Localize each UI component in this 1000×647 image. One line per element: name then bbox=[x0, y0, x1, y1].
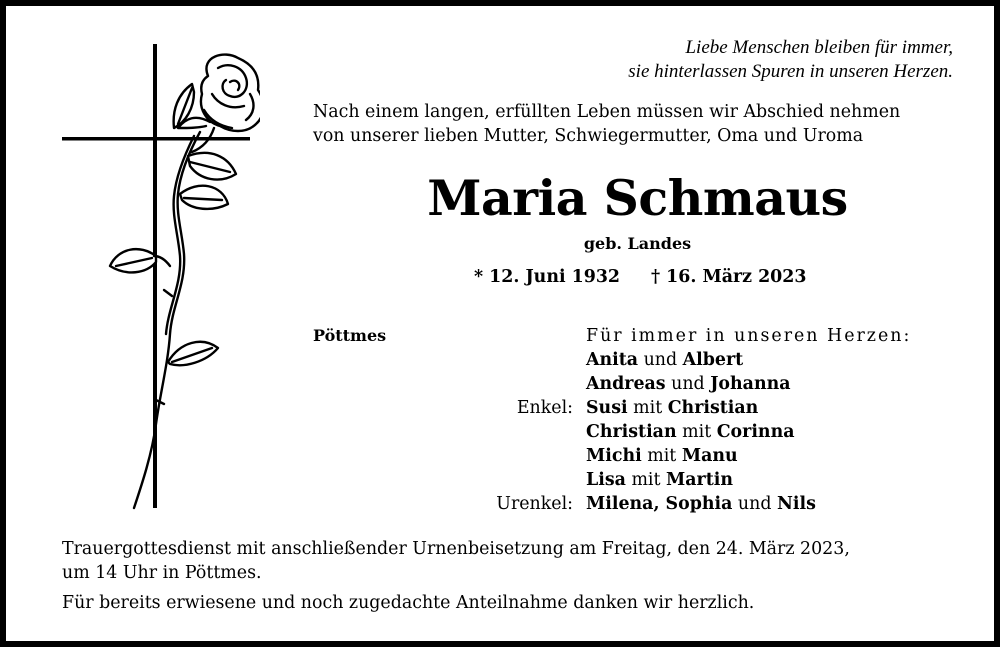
intro-line-1: Nach einem langen, erfüllten Leben müssen wir Abschied nehmen bbox=[313, 102, 901, 122]
cross-icon bbox=[62, 44, 250, 508]
family-member: Michi bbox=[586, 446, 642, 466]
family-conjunction: und bbox=[737, 494, 772, 514]
place-name: Pöttmes bbox=[313, 326, 387, 345]
family-member: Milena, Sophia bbox=[586, 494, 733, 514]
family-row bbox=[586, 372, 791, 396]
family-member: Christian bbox=[667, 398, 759, 418]
family-conjunction: mit bbox=[633, 398, 663, 418]
quote-line-1: Liebe Menschen bleiben für immer, bbox=[685, 37, 953, 58]
family-member: Nils bbox=[777, 494, 816, 514]
family-member: Corinna bbox=[716, 422, 795, 442]
service-line-2: um 14 Uhr in Pöttmes. bbox=[62, 563, 262, 583]
family-member: Andreas bbox=[586, 374, 666, 394]
family-row bbox=[586, 444, 738, 468]
family-member: Albert bbox=[682, 350, 744, 370]
family-member: Christian bbox=[586, 422, 677, 442]
family-row bbox=[586, 420, 794, 444]
family-row bbox=[586, 348, 743, 372]
family-conjunction: mit bbox=[682, 422, 712, 442]
family-member: Susi bbox=[586, 398, 628, 418]
deceased-name: Maria Schmaus bbox=[427, 169, 848, 227]
death-date: † 16. März 2023 bbox=[651, 267, 807, 287]
intro-line-2: von unserer lieben Mutter, Schwiegermutter, Oma und Uroma bbox=[313, 126, 864, 146]
thanks-text: Für bereits erwiesene und noch zugedachte Anteilnahme danken wir herzlich. bbox=[62, 593, 755, 613]
family-row bbox=[586, 492, 816, 516]
birth-date: * 12. Juni 1932 bbox=[474, 267, 621, 287]
maiden-name: geb. Landes bbox=[583, 234, 692, 253]
service-line-1: Trauergottesdienst mit anschließender Urnenbeisetzung am Freitag, den 24. März 2023, bbox=[62, 539, 850, 559]
grandchildren-label: Enkel: bbox=[516, 398, 573, 418]
family-member: Manu bbox=[681, 446, 738, 466]
quote-line-2: sie hinterlassen Spuren in unseren Herzen. bbox=[628, 61, 953, 82]
rose-icon bbox=[110, 55, 260, 508]
family-row bbox=[586, 396, 758, 420]
family-conjunction: mit bbox=[647, 446, 677, 466]
family-conjunction: und bbox=[671, 374, 705, 394]
memorial-quote bbox=[628, 36, 953, 84]
great-grandchildren-label: Urenkel: bbox=[496, 494, 573, 514]
service-info bbox=[62, 537, 850, 585]
family-conjunction: und bbox=[643, 350, 678, 370]
family-member: Martin bbox=[666, 470, 733, 490]
family-member: Anita bbox=[586, 350, 639, 370]
family-conjunction: mit bbox=[631, 470, 661, 490]
family-member: Johanna bbox=[710, 374, 791, 394]
family-heading: Für immer in unseren Herzen: bbox=[586, 326, 912, 346]
cross-with-rose-illustration bbox=[60, 44, 260, 514]
intro-text bbox=[313, 100, 900, 148]
family-member: Lisa bbox=[586, 470, 626, 490]
family-row bbox=[586, 468, 733, 492]
